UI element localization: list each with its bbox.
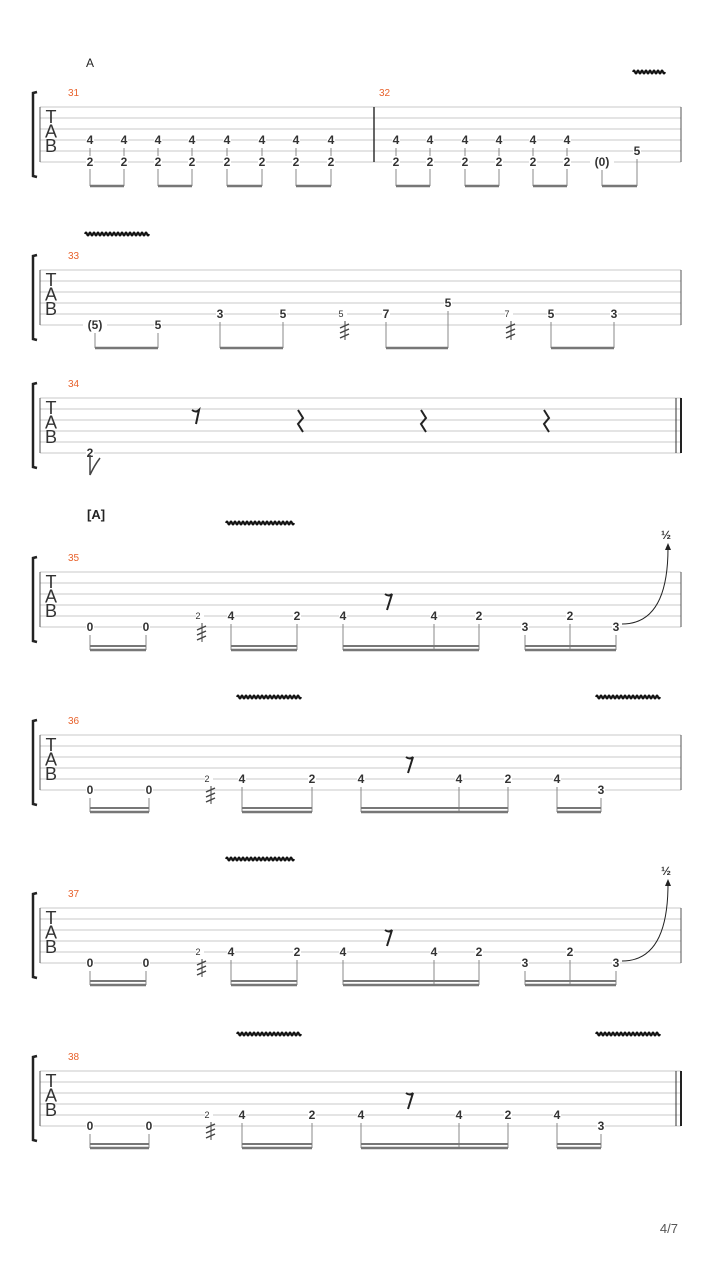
system-bracket: [33, 383, 37, 468]
tab-clef-letter: T: [45, 572, 57, 592]
bend-arrowhead: [665, 879, 671, 886]
fret-number: 4: [529, 133, 537, 147]
fret-number: 7: [382, 307, 390, 321]
eighth-rest: [192, 410, 199, 424]
fret-number: 4: [154, 133, 162, 147]
bend-curve: [622, 884, 668, 961]
fret-number: 4: [553, 772, 561, 786]
fret-number: 4: [86, 133, 94, 147]
bend-arrowhead: [665, 543, 671, 550]
fret-number: 3: [597, 783, 605, 797]
quarter-rest: [421, 410, 426, 432]
vibrato-mark: [633, 71, 665, 74]
fret-number: 2: [86, 446, 94, 460]
grace-fret-number: 5: [338, 309, 344, 319]
fret-number: 2: [563, 155, 571, 169]
fret-number: 5: [279, 307, 287, 321]
grace-fret-number: 2: [204, 774, 210, 784]
fret-number: 4: [223, 133, 231, 147]
fret-number: 4: [339, 945, 347, 959]
fret-number: 5: [547, 307, 555, 321]
fret-number: 2: [566, 945, 574, 959]
fret-number: 0: [145, 783, 153, 797]
fret-number: 4: [455, 1108, 463, 1122]
sixteenth-rest: [385, 930, 392, 946]
system-bracket: [33, 893, 37, 978]
tab-clef-letter: T: [45, 107, 57, 127]
system-bracket: [33, 1056, 37, 1141]
sixteenth-rest: [385, 594, 392, 610]
system-bracket: [33, 720, 37, 805]
fret-number: 4: [339, 609, 347, 623]
tab-clef-letter: B: [44, 427, 58, 447]
fret-number: 4: [238, 772, 246, 786]
fret-number: 2: [308, 1108, 316, 1122]
tab-clef-letter: A: [44, 922, 58, 943]
fret-number: 2: [86, 155, 94, 169]
fret-number: 4: [258, 133, 266, 147]
tab-clef-letter: A: [44, 284, 58, 305]
fret-number: 4: [426, 133, 434, 147]
sixteenth-rest: [406, 1093, 413, 1109]
tab-clef-letter: T: [45, 270, 57, 290]
fret-number: 2: [529, 155, 537, 169]
measure-number: 33: [68, 251, 80, 262]
fret-number: 2: [566, 609, 574, 623]
grace-fret-number: 2: [204, 1110, 210, 1120]
fret-number: 3: [610, 307, 618, 321]
fret-number: 0: [145, 1119, 153, 1133]
measure-number: 38: [68, 1052, 80, 1063]
fret-number: 2: [327, 155, 335, 169]
quarter-rest: [544, 410, 549, 432]
quarter-rest: [298, 410, 303, 432]
fret-number: 2: [292, 155, 300, 169]
page-number: 4/7: [659, 1221, 678, 1236]
bend-amount-label: ½: [660, 864, 672, 878]
fret-number: 0: [86, 620, 94, 634]
fret-number: 3: [612, 956, 620, 970]
fret-number: 4: [227, 945, 235, 959]
tab-clef-letter: A: [44, 749, 58, 770]
fret-number: 2: [293, 945, 301, 959]
fret-number: 4: [430, 945, 438, 959]
fret-number: 2: [223, 155, 231, 169]
bend-amount-label: ½: [660, 528, 672, 542]
fret-number: 4: [461, 133, 469, 147]
tab-clef-letter: A: [44, 121, 58, 142]
tab-clef-letter: B: [44, 601, 58, 621]
system-bracket: [33, 557, 37, 642]
fret-number: 4: [238, 1108, 246, 1122]
fret-number: 2: [475, 945, 483, 959]
vibrato-mark: [226, 522, 294, 525]
tab-clef-letter: T: [45, 1071, 57, 1091]
section-marker: [A]: [87, 507, 106, 522]
fret-number: 0: [142, 620, 150, 634]
fret-number: 0: [142, 956, 150, 970]
fret-number: 2: [504, 1108, 512, 1122]
tab-clef-letter: B: [44, 299, 58, 319]
fret-number: 2: [120, 155, 128, 169]
tab-clef-letter: A: [44, 586, 58, 607]
measure-number: 35: [68, 553, 80, 564]
fret-number: 2: [392, 155, 400, 169]
fret-number: 4: [392, 133, 400, 147]
system-bracket: [33, 92, 37, 177]
fret-number: 3: [216, 307, 224, 321]
fret-number: 0: [86, 956, 94, 970]
fret-number: 2: [475, 609, 483, 623]
sixteenth-rest: [406, 757, 413, 773]
fret-number: 2: [504, 772, 512, 786]
tab-clef-letter: A: [44, 1085, 58, 1106]
tab-clef-letter: A: [44, 412, 58, 433]
fret-number: 4: [292, 133, 300, 147]
fret-number: 2: [495, 155, 503, 169]
tab-clef-letter: B: [44, 937, 58, 957]
tab-clef-letter: B: [44, 136, 58, 156]
fret-number: 2: [154, 155, 162, 169]
vibrato-mark: [237, 696, 301, 699]
fret-number: 2: [293, 609, 301, 623]
fret-number: 0: [86, 1119, 94, 1133]
vibrato-mark: [85, 233, 149, 236]
grace-fret-number: 2: [195, 611, 201, 621]
fret-number: 3: [597, 1119, 605, 1133]
fret-number: 4: [327, 133, 335, 147]
measure-number: 32: [379, 88, 391, 99]
fret-number: 3: [521, 956, 529, 970]
fret-number: (5): [87, 318, 103, 332]
fret-number: 3: [521, 620, 529, 634]
system-bracket: [33, 255, 37, 340]
fret-number: 2: [258, 155, 266, 169]
fret-number: 2: [188, 155, 196, 169]
fret-number: 4: [357, 772, 365, 786]
bend-curve: [622, 548, 668, 624]
tab-clef-letter: T: [45, 398, 57, 418]
fret-number: 2: [308, 772, 316, 786]
section-letter: A: [86, 56, 95, 70]
fret-number: 4: [227, 609, 235, 623]
vibrato-mark: [596, 1033, 660, 1036]
vibrato-mark: [226, 858, 294, 861]
measure-number: 36: [68, 716, 80, 727]
fret-number: 2: [461, 155, 469, 169]
fret-number: 5: [633, 144, 641, 158]
grace-fret-number: 7: [504, 309, 510, 319]
fret-number: 4: [563, 133, 571, 147]
vibrato-mark: [596, 696, 660, 699]
tab-clef-letter: B: [44, 1100, 58, 1120]
fret-number: 4: [188, 133, 196, 147]
fret-number: (0): [594, 155, 610, 169]
fret-number: 4: [553, 1108, 561, 1122]
measure-number: 31: [68, 88, 80, 99]
tab-clef-letter: B: [44, 764, 58, 784]
tab-clef-letter: T: [45, 908, 57, 928]
fret-number: 4: [430, 609, 438, 623]
measure-number: 37: [68, 889, 80, 900]
fret-number: 4: [120, 133, 128, 147]
measure-number: 34: [68, 379, 80, 390]
fret-number: 2: [426, 155, 434, 169]
fret-number: 0: [86, 783, 94, 797]
fret-number: 5: [444, 296, 452, 310]
fret-number: 3: [612, 620, 620, 634]
grace-fret-number: 2: [195, 947, 201, 957]
fret-number: 4: [455, 772, 463, 786]
vibrato-mark: [237, 1033, 301, 1036]
fret-number: 4: [495, 133, 503, 147]
tab-clef-letter: T: [45, 735, 57, 755]
fret-number: 5: [154, 318, 162, 332]
fret-number: 4: [357, 1108, 365, 1122]
